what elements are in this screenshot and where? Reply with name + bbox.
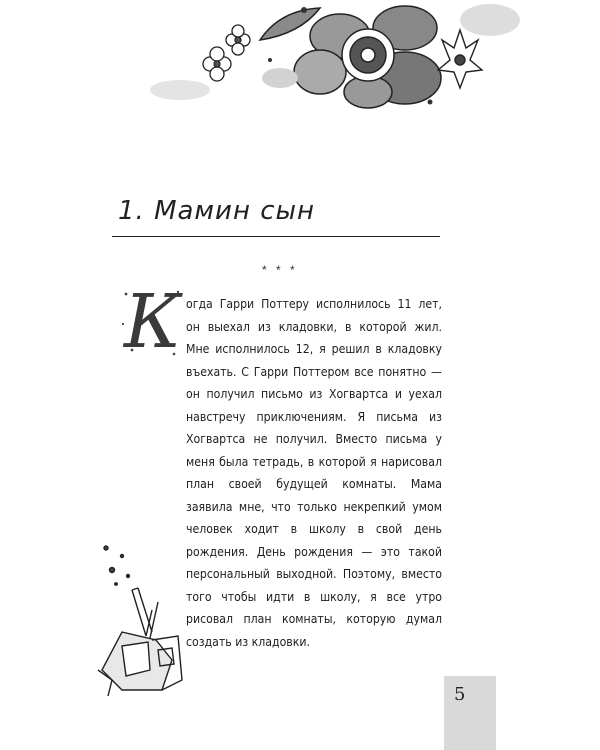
section-separator: * * * bbox=[262, 263, 298, 277]
page-number-tab bbox=[444, 676, 496, 750]
paragraph: огда Гарри Поттеру исполнилось 11 лет, он выехал из кладовки, в которой жил. Мне исполнилось 12, я решил в кладовку въехать. С Гарри Поттером все понятно — он получил письмо из Хогвартса и уехал навстречу приключениям. Я письма из Хогвартса не получил. Вместо письма у меня была тетрадь, в которой я нарисовал план своей будущей комнаты. Мама заявила мне, что только некрепкий умом человек ходит в школу в свой день рождения. День рождения — это такой персональный выходной. Поэтому, вместо того чтобы идти в школу, я все утро рисовал план комнаты, которую думал создать из кладовки. bbox=[186, 297, 442, 649]
flower-illustration bbox=[120, 0, 600, 122]
notebook-pencils-doodle bbox=[92, 540, 202, 740]
chapter-body bbox=[186, 293, 442, 653]
page-number: 5 bbox=[454, 684, 466, 705]
chapter-title: 1. Мамин сын bbox=[118, 196, 316, 226]
drop-cap: К bbox=[124, 279, 182, 365]
title-underline bbox=[112, 236, 440, 237]
